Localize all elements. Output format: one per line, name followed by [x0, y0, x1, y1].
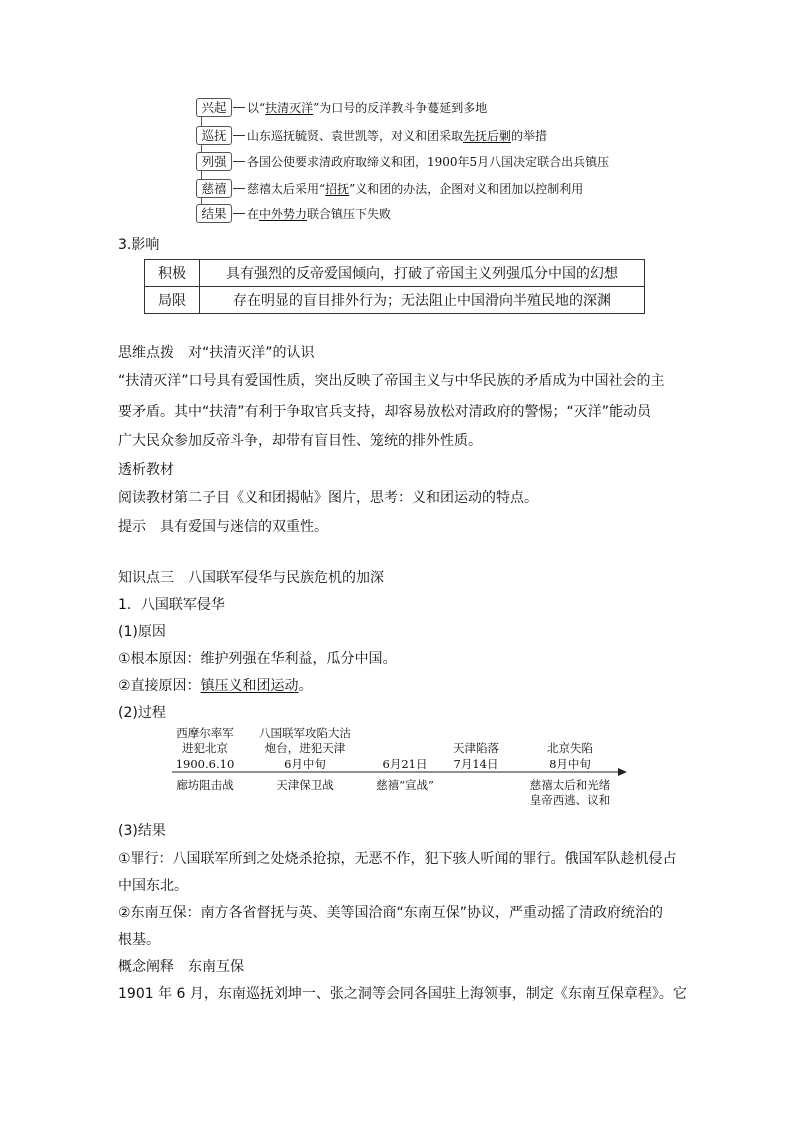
flow-connector: [233, 188, 245, 189]
flow-text: [247, 99, 487, 116]
timeline-event-label: 北京失陷: [547, 741, 593, 755]
thinking-line-2: 要矛盾。其中“扶清”有利于争取官兵支持，却容易放松对清政府的警惕；“灭洋”能动员: [118, 404, 652, 420]
cause-direct-suffix: 。: [298, 678, 313, 694]
concept-line: 1901 年 6 月，东南巡抚刘坤一、张之洞等会同各国驻上海领事，制定《东南互保章程》。它: [118, 986, 687, 1002]
concept-title: 概念阐释 东南互保: [118, 959, 244, 975]
result-mutual-line-2: 根基。: [118, 932, 160, 948]
timeline-battle-label: 慈禧“宣战”: [376, 778, 434, 792]
timeline-event-label: 6月中旬: [284, 757, 326, 771]
flow-text-part: 的举措: [511, 128, 548, 143]
flow-row: [196, 151, 609, 171]
cause-direct-underlined: 镇压义和团运动: [200, 678, 299, 694]
kp3-subtitle: 1．八国联军侵华: [118, 597, 225, 613]
flow-label-box: 列强: [196, 152, 232, 171]
table-row: [145, 287, 645, 314]
flow-text-part: 慈禧太后采用“: [247, 181, 326, 196]
timeline-event-label: 7月14日: [453, 757, 499, 771]
thinking-title: 思维点拨 对“扶清灭洋”的认识: [118, 345, 315, 361]
timeline-battle-label: 慈禧太后和光绪: [529, 778, 611, 792]
flow-text-part: 山东巡抚毓贤、袁世凯等，对义和团采取: [247, 128, 464, 143]
flow-label-box: 巡抚: [196, 126, 232, 145]
flow-text: [247, 180, 583, 197]
cause-direct: [118, 675, 313, 695]
flow-row: [196, 97, 487, 117]
result-crime-line-2: 中国东北。: [118, 878, 188, 894]
flow-connector: [233, 135, 245, 136]
result-mutual-line-1: ②东南互保：南方各省督抚与英、美等国洽商“东南互保”协议，严重动摇了清政府统治的: [118, 905, 664, 921]
timeline-event-label: 进犯北京: [182, 741, 228, 755]
flow-label-box: 结果: [196, 204, 232, 223]
influence-content-limit: 存在明显的盲目排外行为；无法阻止中国滑向半殖民地的深渊: [200, 287, 645, 314]
timeline-event-label: 西摩尔率军: [176, 726, 234, 740]
timeline-event-label: 8月中旬: [549, 757, 591, 771]
flow-connector: [233, 213, 245, 214]
textbook-question: 阅读教材第二子目《义和团揭帖》图片，思考：义和团运动的特点。: [118, 490, 538, 506]
flow-text: [247, 153, 609, 170]
flow-text-underlined: 扶清灭洋: [265, 100, 314, 115]
influence-head-positive: 积极: [145, 260, 200, 287]
flow-text-underlined: 先抚后剿: [463, 128, 512, 143]
flow-label-box: 兴起: [196, 98, 232, 117]
flow-text: [247, 205, 391, 222]
influence-content-positive: 具有强烈的反帝爱国倾向，打破了帝国主义列强瓜分中国的幻想: [200, 260, 645, 287]
process-title: (2)过程: [118, 705, 166, 721]
flow-row: [196, 178, 583, 198]
flow-text-part: ”为口号的反洋教斗争蔓延到多地: [313, 100, 488, 115]
result-crime-line-1: ①罪行：八国联军所到之处烧杀抢掠，无恶不作，犯下骇人听闻的罪行。俄国军队趁机侵占: [118, 851, 677, 867]
flow-row: [196, 125, 547, 145]
flow-label-box: 慈禧: [196, 179, 232, 198]
flow-text-underlined: 中外势力: [259, 206, 308, 221]
flow-text-part: 在: [247, 206, 260, 221]
result-title: (3)结果: [118, 823, 166, 839]
flow-text-underlined: 招抚: [325, 181, 350, 196]
timeline-battle-label: 皇帝西逃、议和: [529, 793, 611, 807]
kp3-title: 知识点三 八国联军侵华与民族危机的加深: [118, 570, 384, 586]
thinking-line-3: 广大民众参加反帝斗争，却带有盲目性、笼统的排外性质。: [118, 433, 482, 449]
flow-text-part: ”义和团的办法，企图对义和团加以控制利用: [349, 181, 584, 196]
thinking-line-1: “扶清灭洋”口号具有爱国性质，突出反映了帝国主义与中华民族的矛盾成为中国社会的主: [118, 373, 665, 389]
timeline-event-label: 6月21日: [382, 757, 428, 771]
influence-table: [144, 259, 645, 314]
cause-title: (1)原因: [118, 624, 166, 640]
timeline-event-label: 1900.6.10: [175, 757, 235, 771]
textbook-hint: 提示 具有爱国与迷信的双重性。: [118, 519, 328, 535]
cause-direct-prefix: ②直接原因：: [118, 678, 201, 694]
table-row: [145, 260, 645, 287]
flow-text: [247, 127, 547, 144]
influence-title: 3.影响: [118, 237, 160, 253]
timeline-event-label: 天津陷落: [453, 741, 499, 755]
flow-text-part: 联合镇压下失败: [307, 206, 392, 221]
timeline-event-label: 八国联军攻陷大沽: [259, 726, 351, 740]
flow-text-part: 以“: [247, 100, 266, 115]
cause-root: ①根本原因：维护列强在华利益，瓜分中国。: [118, 651, 397, 667]
flow-connector: [233, 161, 245, 162]
flow-text-part: 各国公使要求清政府取缔义和团，1900年5月八国决定联合出兵镇压: [247, 154, 610, 169]
flow-row: [196, 203, 391, 223]
influence-head-limit: 局限: [145, 287, 200, 314]
timeline-battle-label: 天津保卫战: [276, 778, 334, 792]
textbook-title: 透析教材: [118, 462, 174, 478]
timeline-event-label: 炮台，进犯天津: [264, 741, 346, 755]
timeline-battle-label: 廊坊阻击战: [176, 778, 234, 792]
flow-connector: [233, 107, 245, 108]
